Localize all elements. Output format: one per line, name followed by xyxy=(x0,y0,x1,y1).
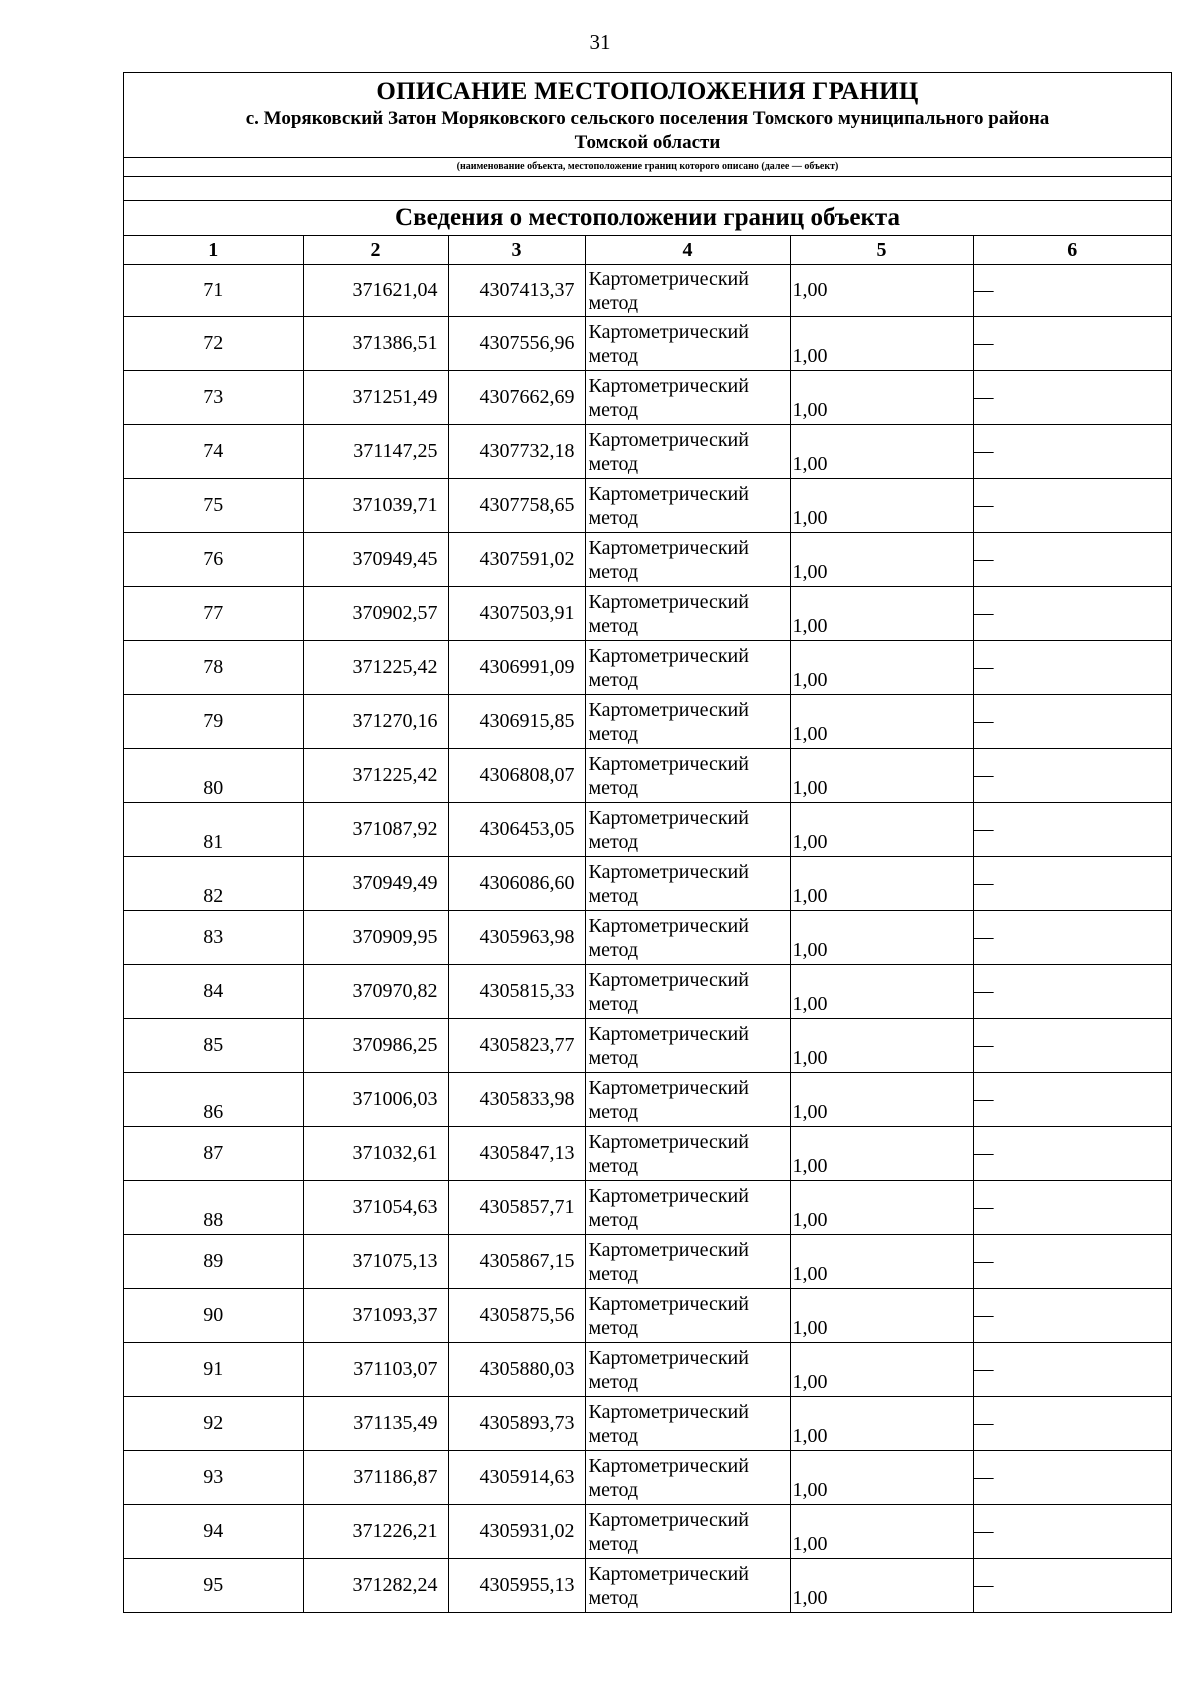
method-line2: метод xyxy=(588,344,639,367)
method-cell xyxy=(585,1397,790,1451)
accuracy-value: 1,00 xyxy=(790,587,973,641)
method-line2: метод xyxy=(588,1046,639,1069)
method-cell xyxy=(585,803,790,857)
table-row xyxy=(124,425,1171,479)
point-number: 71 xyxy=(124,265,303,317)
document-title: ОПИСАНИЕ МЕСТОПОЛОЖЕНИЯ ГРАНИЦ xyxy=(376,78,919,105)
point-number: 83 xyxy=(124,911,303,965)
table-row xyxy=(124,1397,1171,1451)
description-dash: — xyxy=(973,479,1171,533)
coordinate-x: 371225,42 xyxy=(303,749,448,803)
coordinate-y: 4307732,18 xyxy=(448,425,585,479)
method-line2: метод xyxy=(588,1262,639,1285)
coordinate-y: 4305815,33 xyxy=(448,965,585,1019)
point-number: 72 xyxy=(124,317,303,371)
coordinate-x: 371103,07 xyxy=(303,1343,448,1397)
method-line1: Картометрический xyxy=(588,752,749,775)
coordinate-x: 370986,25 xyxy=(303,1019,448,1073)
method-line2: метод xyxy=(588,1424,639,1447)
document-header xyxy=(124,73,1171,158)
coordinate-y: 4305955,13 xyxy=(448,1559,585,1613)
method-line1: Картометрический xyxy=(588,1022,749,1045)
method-line2: метод xyxy=(588,1478,639,1501)
method-line2: метод xyxy=(588,1154,639,1177)
method-line1: Картометрический xyxy=(588,914,749,937)
method-line1: Картометрический xyxy=(588,1454,749,1477)
column-header-2: 2 xyxy=(303,236,448,265)
table-row xyxy=(124,1073,1171,1127)
point-number: 75 xyxy=(124,479,303,533)
accuracy-value: 1,00 xyxy=(790,371,973,425)
method-cell xyxy=(585,1019,790,1073)
description-dash: — xyxy=(973,965,1171,1019)
column-header-3: 3 xyxy=(448,236,585,265)
description-dash: — xyxy=(973,1235,1171,1289)
accuracy-value: 1,00 xyxy=(790,1559,973,1613)
coordinate-y: 4305857,71 xyxy=(448,1181,585,1235)
method-line2: метод xyxy=(588,938,639,961)
method-cell xyxy=(585,1343,790,1397)
point-number: 73 xyxy=(124,371,303,425)
method-line1: Картометрический xyxy=(588,860,749,883)
point-number: 90 xyxy=(124,1289,303,1343)
method-cell xyxy=(585,749,790,803)
description-dash: — xyxy=(973,749,1171,803)
coordinate-y: 4307556,96 xyxy=(448,317,585,371)
column-header-row xyxy=(124,236,1171,265)
description-dash: — xyxy=(973,317,1171,371)
method-line1: Картометрический xyxy=(588,968,749,991)
coordinate-x: 371135,49 xyxy=(303,1397,448,1451)
method-line1: Картометрический xyxy=(588,536,749,559)
table-row xyxy=(124,803,1171,857)
table-row xyxy=(124,1235,1171,1289)
column-header-5: 5 xyxy=(790,236,973,265)
method-line1: Картометрический xyxy=(588,590,749,613)
table-row xyxy=(124,911,1171,965)
point-number: 94 xyxy=(124,1505,303,1559)
accuracy-value: 1,00 xyxy=(790,1019,973,1073)
coordinate-y: 4307758,65 xyxy=(448,479,585,533)
point-number: 92 xyxy=(124,1397,303,1451)
coordinate-y: 4305880,03 xyxy=(448,1343,585,1397)
coordinate-x: 371147,25 xyxy=(303,425,448,479)
method-cell xyxy=(585,1505,790,1559)
description-dash: — xyxy=(973,425,1171,479)
table-row xyxy=(124,1559,1171,1613)
method-line1: Картометрический xyxy=(588,644,749,667)
coordinate-y: 4306915,85 xyxy=(448,695,585,749)
column-header-4: 4 xyxy=(585,236,790,265)
method-line1: Картометрический xyxy=(588,1562,749,1585)
coordinate-x: 371032,61 xyxy=(303,1127,448,1181)
coordinate-x: 370902,57 xyxy=(303,587,448,641)
method-cell xyxy=(585,587,790,641)
coordinate-x: 370949,45 xyxy=(303,533,448,587)
table-row xyxy=(124,641,1171,695)
coordinate-x: 371282,24 xyxy=(303,1559,448,1613)
table-row xyxy=(124,749,1171,803)
accuracy-value: 1,00 xyxy=(790,479,973,533)
method-cell xyxy=(585,265,790,317)
coordinate-x: 371087,92 xyxy=(303,803,448,857)
method-line1: Картометрический xyxy=(588,1292,749,1315)
method-line1: Картометрический xyxy=(588,374,749,397)
point-number: 80 xyxy=(124,749,303,803)
point-number: 81 xyxy=(124,803,303,857)
method-cell xyxy=(585,533,790,587)
accuracy-value: 1,00 xyxy=(790,965,973,1019)
coordinate-x: 371251,49 xyxy=(303,371,448,425)
point-number: 88 xyxy=(124,1181,303,1235)
column-header-1: 1 xyxy=(124,236,303,265)
method-line2: метод xyxy=(588,884,639,907)
method-line2: метод xyxy=(588,1586,639,1609)
coordinate-y: 4305963,98 xyxy=(448,911,585,965)
method-line2: метод xyxy=(588,560,639,583)
point-number: 74 xyxy=(124,425,303,479)
method-cell xyxy=(585,317,790,371)
description-dash: — xyxy=(973,371,1171,425)
method-line1: Картометрический xyxy=(588,1130,749,1153)
coordinate-y: 4305914,63 xyxy=(448,1451,585,1505)
description-dash: — xyxy=(973,1505,1171,1559)
table-row xyxy=(124,371,1171,425)
method-cell xyxy=(585,1181,790,1235)
method-line2: метод xyxy=(588,1370,639,1393)
coordinate-y: 4307662,69 xyxy=(448,371,585,425)
point-number: 87 xyxy=(124,1127,303,1181)
method-cell xyxy=(585,1235,790,1289)
point-number: 89 xyxy=(124,1235,303,1289)
coordinate-y: 4305875,56 xyxy=(448,1289,585,1343)
point-number: 82 xyxy=(124,857,303,911)
coordinate-y: 4305931,02 xyxy=(448,1505,585,1559)
method-line1: Картометрический xyxy=(588,1346,749,1369)
method-cell xyxy=(585,1289,790,1343)
description-dash: — xyxy=(973,1019,1171,1073)
coordinate-y: 4305833,98 xyxy=(448,1073,585,1127)
method-line1: Картометрический xyxy=(588,1238,749,1261)
table-row xyxy=(124,479,1171,533)
method-line1: Картометрический xyxy=(588,1184,749,1207)
coordinate-x: 371621,04 xyxy=(303,265,448,317)
description-dash: — xyxy=(973,911,1171,965)
method-line2: метод xyxy=(588,1100,639,1123)
description-dash: — xyxy=(973,1559,1171,1613)
method-cell xyxy=(585,965,790,1019)
method-line2: метод xyxy=(588,614,639,637)
description-dash: — xyxy=(973,1127,1171,1181)
method-line1: Картометрический xyxy=(588,1400,749,1423)
point-number: 76 xyxy=(124,533,303,587)
table-row xyxy=(124,1505,1171,1559)
accuracy-value: 1,00 xyxy=(790,803,973,857)
accuracy-value: 1,00 xyxy=(790,911,973,965)
column-header-6: 6 xyxy=(973,236,1171,265)
table-row xyxy=(124,1451,1171,1505)
coordinate-x: 371270,16 xyxy=(303,695,448,749)
method-line2: метод xyxy=(588,506,639,529)
description-dash: — xyxy=(973,265,1171,317)
accuracy-value: 1,00 xyxy=(790,533,973,587)
coordinate-x: 371075,13 xyxy=(303,1235,448,1289)
coordinate-y: 4306453,05 xyxy=(448,803,585,857)
accuracy-value: 1,00 xyxy=(790,265,973,317)
description-dash: — xyxy=(973,587,1171,641)
method-cell xyxy=(585,479,790,533)
coordinate-y: 4305893,73 xyxy=(448,1397,585,1451)
method-cell xyxy=(585,857,790,911)
method-line2: метод xyxy=(588,291,639,314)
object-name-note: (наименование объекта, местоположение границ которого описано (далее — объект) xyxy=(124,158,1171,177)
coordinate-x: 370970,82 xyxy=(303,965,448,1019)
page-number: 31 xyxy=(589,30,611,54)
coordinate-x: 371386,51 xyxy=(303,317,448,371)
method-cell xyxy=(585,371,790,425)
description-dash: — xyxy=(973,857,1171,911)
document-subtitle-line1: с. Моряковский Затон Моряковского сельского поселения Томского муниципального района xyxy=(245,108,1050,129)
table-row xyxy=(124,965,1171,1019)
description-dash: — xyxy=(973,695,1171,749)
method-line2: метод xyxy=(588,452,639,475)
coordinate-x: 371006,03 xyxy=(303,1073,448,1127)
method-line1: Картометрический xyxy=(588,482,749,505)
table-row xyxy=(124,533,1171,587)
method-line2: метод xyxy=(588,776,639,799)
method-line2: метод xyxy=(588,992,639,1015)
accuracy-value: 1,00 xyxy=(790,1289,973,1343)
coordinates-table-body xyxy=(124,236,1171,1612)
coordinate-y: 4306808,07 xyxy=(448,749,585,803)
method-cell xyxy=(585,1559,790,1613)
section-title: Сведения о местоположении границ объекта xyxy=(124,201,1171,236)
table-row xyxy=(124,317,1171,371)
table-row xyxy=(124,1127,1171,1181)
method-line2: метод xyxy=(588,668,639,691)
method-cell xyxy=(585,1451,790,1505)
table-row xyxy=(124,857,1171,911)
point-number: 93 xyxy=(124,1451,303,1505)
coordinate-x: 371093,37 xyxy=(303,1289,448,1343)
method-line1: Картометрический xyxy=(588,320,749,343)
method-cell xyxy=(585,1073,790,1127)
description-dash: — xyxy=(973,1397,1171,1451)
point-number: 86 xyxy=(124,1073,303,1127)
table-row xyxy=(124,1181,1171,1235)
accuracy-value: 1,00 xyxy=(790,695,973,749)
coordinate-x: 371226,21 xyxy=(303,1505,448,1559)
table-row xyxy=(124,1289,1171,1343)
point-number: 91 xyxy=(124,1343,303,1397)
accuracy-value: 1,00 xyxy=(790,1127,973,1181)
coordinate-x: 371039,71 xyxy=(303,479,448,533)
accuracy-value: 1,00 xyxy=(790,1181,973,1235)
accuracy-value: 1,00 xyxy=(790,1397,973,1451)
coordinate-y: 4307591,02 xyxy=(448,533,585,587)
coordinate-x: 370949,49 xyxy=(303,857,448,911)
accuracy-value: 1,00 xyxy=(790,1235,973,1289)
method-line2: метод xyxy=(588,1208,639,1231)
method-line2: метод xyxy=(588,830,639,853)
document-subtitle-line2: Томской области xyxy=(574,132,721,153)
method-line2: метод xyxy=(588,722,639,745)
coordinate-x: 370909,95 xyxy=(303,911,448,965)
method-line1: Картометрический xyxy=(588,1076,749,1099)
coordinate-x: 371225,42 xyxy=(303,641,448,695)
method-line1: Картометрический xyxy=(588,267,749,290)
coordinate-x: 371054,63 xyxy=(303,1181,448,1235)
accuracy-value: 1,00 xyxy=(790,1073,973,1127)
point-number: 77 xyxy=(124,587,303,641)
accuracy-value: 1,00 xyxy=(790,641,973,695)
description-dash: — xyxy=(973,1289,1171,1343)
coordinate-y: 4307503,91 xyxy=(448,587,585,641)
method-line1: Картометрический xyxy=(588,698,749,721)
coordinate-y: 4306991,09 xyxy=(448,641,585,695)
coordinate-y: 4305847,13 xyxy=(448,1127,585,1181)
description-dash: — xyxy=(973,533,1171,587)
accuracy-value: 1,00 xyxy=(790,317,973,371)
point-number: 85 xyxy=(124,1019,303,1073)
description-dash: — xyxy=(973,1451,1171,1505)
description-dash: — xyxy=(973,641,1171,695)
point-number: 79 xyxy=(124,695,303,749)
method-line2: метод xyxy=(588,1532,639,1555)
point-number: 95 xyxy=(124,1559,303,1613)
description-dash: — xyxy=(973,1073,1171,1127)
point-number: 78 xyxy=(124,641,303,695)
point-number: 84 xyxy=(124,965,303,1019)
method-cell xyxy=(585,425,790,479)
description-dash: — xyxy=(973,1343,1171,1397)
coordinates-table xyxy=(124,236,1171,1612)
description-dash: — xyxy=(973,803,1171,857)
coordinate-y: 4305823,77 xyxy=(448,1019,585,1073)
method-cell xyxy=(585,641,790,695)
table-row xyxy=(124,1019,1171,1073)
table-row xyxy=(124,1343,1171,1397)
table-row xyxy=(124,695,1171,749)
accuracy-value: 1,00 xyxy=(790,857,973,911)
description-dash: — xyxy=(973,1181,1171,1235)
method-line1: Картометрический xyxy=(588,806,749,829)
table-row xyxy=(124,587,1171,641)
method-line1: Картометрический xyxy=(588,428,749,451)
table-row xyxy=(124,265,1171,317)
coordinate-x: 371186,87 xyxy=(303,1451,448,1505)
document-frame xyxy=(123,72,1172,1613)
accuracy-value: 1,00 xyxy=(790,749,973,803)
coordinate-y: 4307413,37 xyxy=(448,265,585,317)
method-cell xyxy=(585,1127,790,1181)
accuracy-value: 1,00 xyxy=(790,1505,973,1559)
spacer-row xyxy=(124,177,1171,201)
coordinate-y: 4305867,15 xyxy=(448,1235,585,1289)
accuracy-value: 1,00 xyxy=(790,1451,973,1505)
method-line2: метод xyxy=(588,1316,639,1339)
accuracy-value: 1,00 xyxy=(790,1343,973,1397)
method-cell xyxy=(585,911,790,965)
accuracy-value: 1,00 xyxy=(790,425,973,479)
method-cell xyxy=(585,695,790,749)
method-line2: метод xyxy=(588,398,639,421)
coordinate-y: 4306086,60 xyxy=(448,857,585,911)
method-line1: Картометрический xyxy=(588,1508,749,1531)
